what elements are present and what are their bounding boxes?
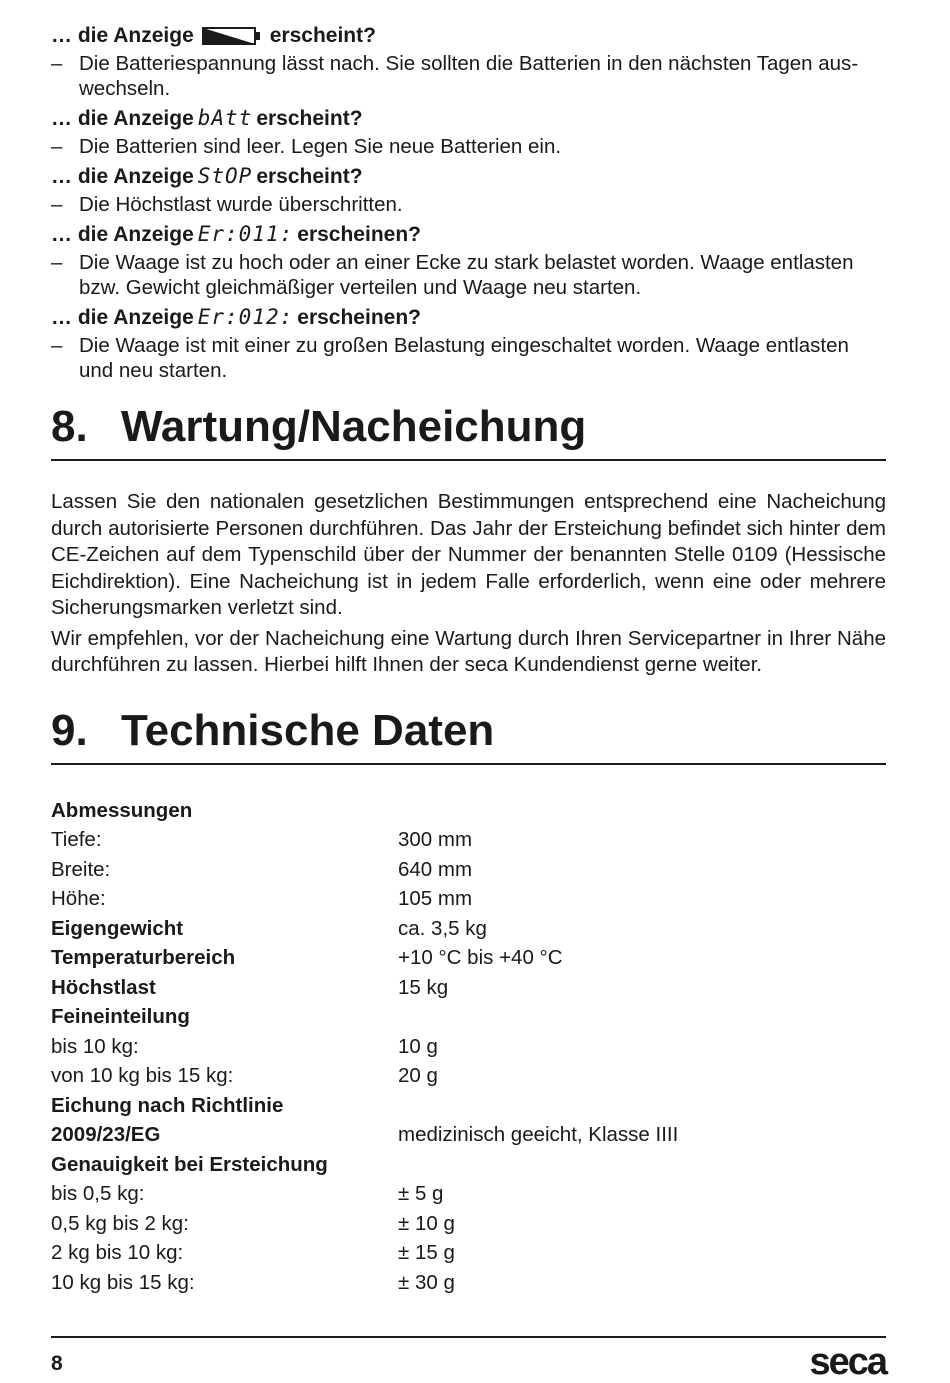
section-8-number: 8. (51, 402, 88, 451)
question-prefix: … die Anzeige (51, 306, 194, 329)
spec-value (398, 798, 886, 825)
answer-text: Die Batteriespannung lässt nach. Sie sollten die Batterien in den nächsten Tagen auswechseln. (79, 52, 859, 100)
faq-answer (51, 51, 886, 101)
table-row (51, 883, 886, 913)
spec-label: Eigengewicht (51, 916, 184, 940)
question-prefix: … die Anzeige (51, 223, 194, 246)
table-row (51, 913, 886, 943)
faq-answer (51, 333, 886, 383)
section-9-title: Technische Daten (121, 705, 495, 755)
page-number: 8 (51, 1352, 63, 1375)
dash-bullet: – (51, 135, 63, 158)
spec-value: medizinisch geeicht, Klasse IIII (398, 1123, 679, 1146)
spec-label: Breite: (51, 857, 111, 881)
spec-label: Höhe: (51, 887, 106, 910)
table-row (51, 1090, 886, 1120)
section-8-title: Wartung/Nacheichung (121, 402, 587, 451)
spec-value: ± 10 g (398, 1211, 455, 1235)
table-row (51, 798, 886, 825)
spec-label: von 10 kg bis 15 kg: (51, 1064, 234, 1087)
dash-bullet: – (51, 334, 63, 357)
spec-label: Genauigkeit bei Ersteichung (51, 1152, 328, 1176)
question-prefix: … die Anzeige (51, 107, 194, 130)
table-row (51, 1001, 886, 1031)
display-code: bAtt (197, 106, 253, 130)
seca-logo: seca (809, 1341, 886, 1383)
answer-text: Die Waage ist mit einer zu großen Belastung eingeschaltet worden. Waage entlasten und neu starten. (79, 334, 849, 382)
table-row (51, 824, 886, 854)
question-suffix: erscheint? (256, 165, 363, 188)
section-9-number: 9. (51, 705, 88, 755)
faq-question (51, 105, 886, 132)
spec-value (398, 1149, 886, 1179)
spec-value (398, 1001, 886, 1031)
section-8-heading (51, 401, 886, 461)
spec-label: 2 kg bis 10 kg: (51, 1241, 184, 1264)
faq-question (51, 22, 886, 49)
question-prefix: … die Anzeige (51, 24, 194, 47)
dash-bullet: – (51, 52, 63, 75)
display-code: StOP (197, 164, 253, 188)
spec-value: 10 g (398, 1034, 438, 1058)
question-suffix: erscheinen? (297, 306, 421, 329)
page-footer (51, 1336, 886, 1383)
dash-bullet: – (51, 251, 63, 274)
table-row (51, 1060, 886, 1090)
table-row (51, 1267, 886, 1297)
spec-value: ± 5 g (398, 1182, 444, 1205)
spec-value: ± 15 g (398, 1241, 455, 1264)
spec-label: 2009/23/EG (51, 1123, 161, 1146)
faq-answer (51, 192, 886, 217)
table-row (51, 972, 886, 1002)
spec-value (398, 1090, 886, 1120)
display-code: Er:011: (197, 222, 294, 246)
table-row (51, 1237, 886, 1267)
table-row (51, 1208, 886, 1238)
table-row (51, 942, 886, 972)
faq-answer (51, 134, 886, 159)
section-8 (51, 401, 886, 679)
table-row (51, 1031, 886, 1061)
section-8-paragraph-2: Wir empfehlen, vor der Nacheichung eine Wartung durch Ihren Servicepartner in Ihrer Nähe durchführen zu lassen. Hierbei hilft Ihnen der seca Kundendienst gerne weiter. (51, 626, 886, 676)
spec-value: +10 °C bis +40 °C (398, 946, 563, 969)
answer-text: Die Waage ist zu hoch oder an einer Ecke zu stark belastet worden. Waage entlasten bzw. Gewicht gleichmäßiger verteilen und Waage neu starten. (79, 251, 854, 299)
spec-label: 10 kg bis 15 kg: (51, 1270, 195, 1294)
question-prefix: … die Anzeige (51, 165, 194, 188)
faq-answer (51, 250, 886, 300)
page-content (51, 22, 886, 1296)
spec-value: 20 g (398, 1064, 438, 1087)
spec-label: Abmessungen (51, 798, 193, 822)
answer-text: Die Batterien sind leer. Legen Sie neue Batterien ein. (79, 135, 562, 158)
section-9-heading (51, 705, 886, 765)
faq-question (51, 304, 886, 331)
spec-value: ca. 3,5 kg (398, 916, 487, 940)
question-suffix: erscheinen? (297, 223, 421, 246)
spec-value: 15 kg (398, 975, 449, 999)
spec-label: bis 10 kg: (51, 1034, 139, 1058)
low-battery-icon (202, 27, 260, 45)
table-row (51, 1119, 886, 1149)
spec-value: 300 mm (398, 828, 473, 851)
section-8-paragraph-1: Lassen Sie den nationalen gesetzlichen Bestimmungen entsprechend eine Nacheichung durch autorisierte Personen durchführen. Das Jahr der Ersteichung befindet sich hinter dem CE-Zeichen auf dem Typenschild über der Nummer der benannten Stelle 0109 (Hessische Eichdirektion). Eine Nacheichung ist in jedem Falle erforderlich, wenn eine oder mehrere Sicherungsmarken verletzt sind. (51, 490, 886, 619)
tech-data-table (51, 798, 886, 1297)
spec-label: bis 0,5 kg: (51, 1182, 145, 1205)
answer-text: Die Höchstlast wurde überschritten. (79, 193, 403, 216)
spec-value: 105 mm (398, 887, 473, 910)
spec-label: Höchstlast (51, 975, 156, 999)
display-code: Er:012: (197, 305, 294, 329)
spec-value: ± 30 g (398, 1270, 455, 1294)
faq-question (51, 221, 886, 248)
spec-label: Tiefe: (51, 828, 102, 851)
spec-label: Eichung nach Richtlinie (51, 1093, 284, 1117)
spec-label: 0,5 kg bis 2 kg: (51, 1211, 189, 1235)
spec-label: Temperaturbereich (51, 946, 236, 969)
faq-question (51, 163, 886, 190)
section-9 (51, 705, 886, 1297)
question-suffix: erscheint? (269, 24, 376, 47)
table-row (51, 1178, 886, 1208)
question-suffix: erscheint? (256, 107, 363, 130)
table-row (51, 1149, 886, 1179)
spec-value: 640 mm (398, 857, 473, 881)
dash-bullet: – (51, 193, 63, 216)
faq-list (51, 22, 886, 383)
spec-label: Feineinteilung (51, 1005, 190, 1028)
table-row (51, 854, 886, 884)
